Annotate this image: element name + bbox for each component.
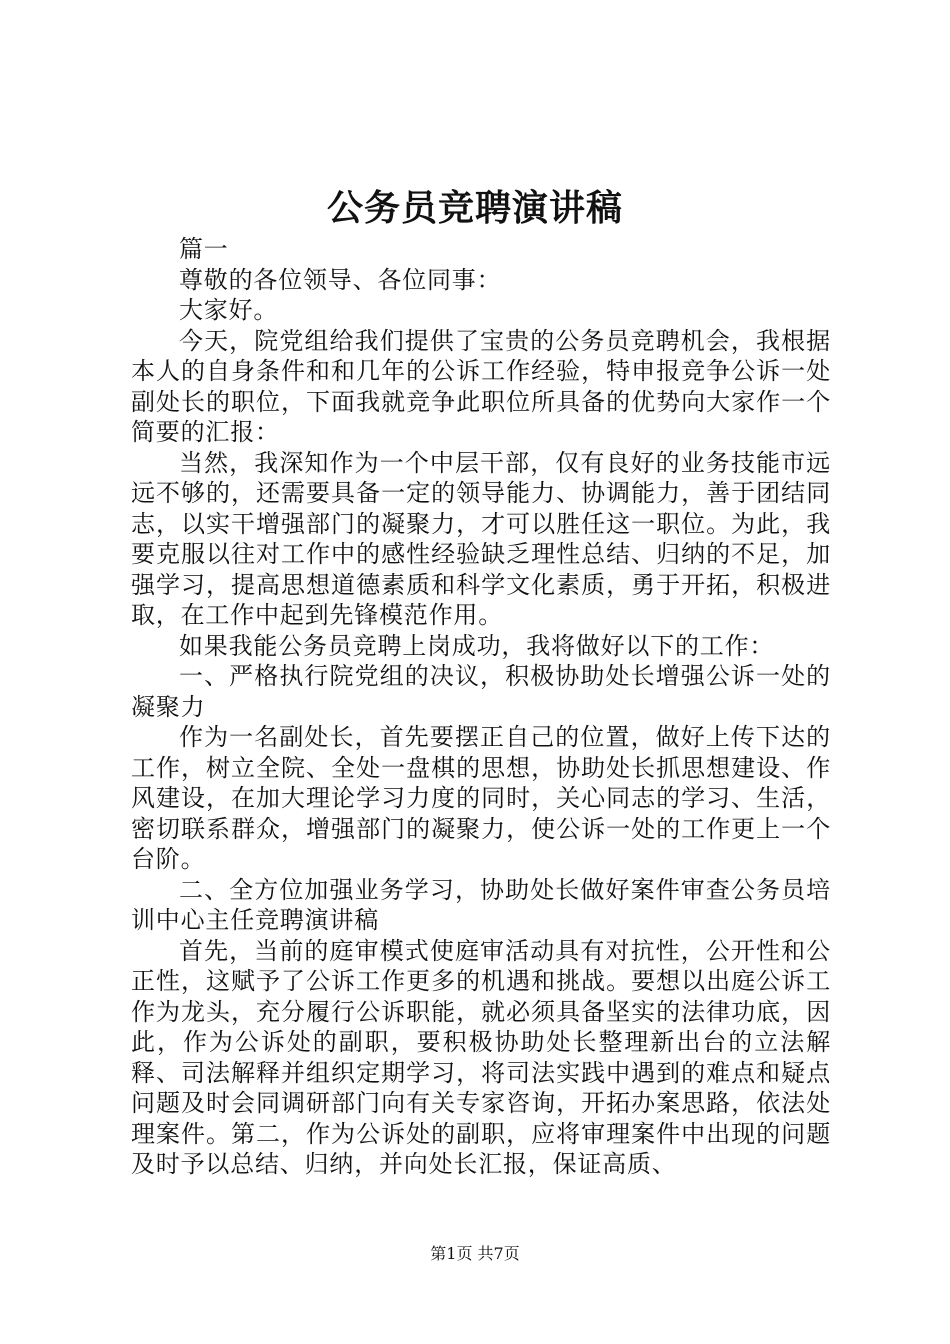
- paragraph-heading-one: 一、严格执行院党组的决议，积极协助处长增强公诉一处的凝聚力: [131, 662, 831, 721]
- paragraph-point-two: 首先，当前的庭审模式使庭审活动具有对抗性，公开性和公正性，这赋予了公诉工作更多的机遇和挑战。要想以出庭公诉工作为龙头，充分履行公诉职能，就必须具备坚实的法律功底，因此，作为公诉处的副职，要积极协助处长整理新出台的立法解释、司法解释并组织定期学习，将司法实践中遇到的难点和疑点问题及时会同调研部门向有关专家咨询，开拓办案思路，依法处理案件。第二，作为公诉处的副职，应将审理案件中出现的问题及时予以总结、归纳，并向处长汇报，保证高质、: [131, 936, 831, 1178]
- paragraph-greeting: 大家好。: [179, 296, 279, 324]
- paragraph-work-plan-intro: 如果我能公务员竞聘上岗成功，我将做好以下的工作：: [179, 631, 775, 660]
- paragraph-heading-two: 二、全方位加强业务学习，协助处长做好案件审查公务员培训中心主任竞聘演讲稿: [131, 875, 831, 934]
- document-body: [131, 234, 831, 1180]
- paragraph-point-one: 作为一名副处长，首先要摆正自己的位置，做好上传下达的工作，树立全院、全处一盘棋的思想，协助处长抓思想建设、作风建设，在加大理论学习力度的同时，关心同志的学习、生活，密切联系群众，增强部门的凝聚力，使公诉一处的工作更上一个台阶。: [131, 723, 831, 873]
- paragraph-self-assessment: 当然，我深知作为一个中层干部，仅有良好的业务技能市远远不够的，还需要具备一定的领导能力、协调能力，善于团结同志，以实干增强部门的凝聚力，才可以胜任这一职位。为此，我要克服以往对工作中的感性经验缺乏理性总结、归纳的不足，加强学习，提高思想道德素质和科学文化素质，勇于开拓，积极进取，在工作中起到先锋模范作用。: [131, 448, 831, 629]
- paragraph-section-label: 篇一: [179, 235, 229, 263]
- paragraph-salutation: 尊敬的各位领导、各位同事：: [179, 265, 502, 294]
- paragraph-introduction: 今天，院党组给我们提供了宝贵的公务员竞聘机会，我根据本人的自身条件和和几年的公诉工作经验，特申报竞争公诉一处副处长的职位，下面我就竞争此职位所具备的优势向大家作一个简要的汇报：: [131, 326, 831, 446]
- page-footer: 第1页 共7页: [430, 1244, 520, 1263]
- page-title: 公务员竞聘演讲稿: [326, 187, 623, 229]
